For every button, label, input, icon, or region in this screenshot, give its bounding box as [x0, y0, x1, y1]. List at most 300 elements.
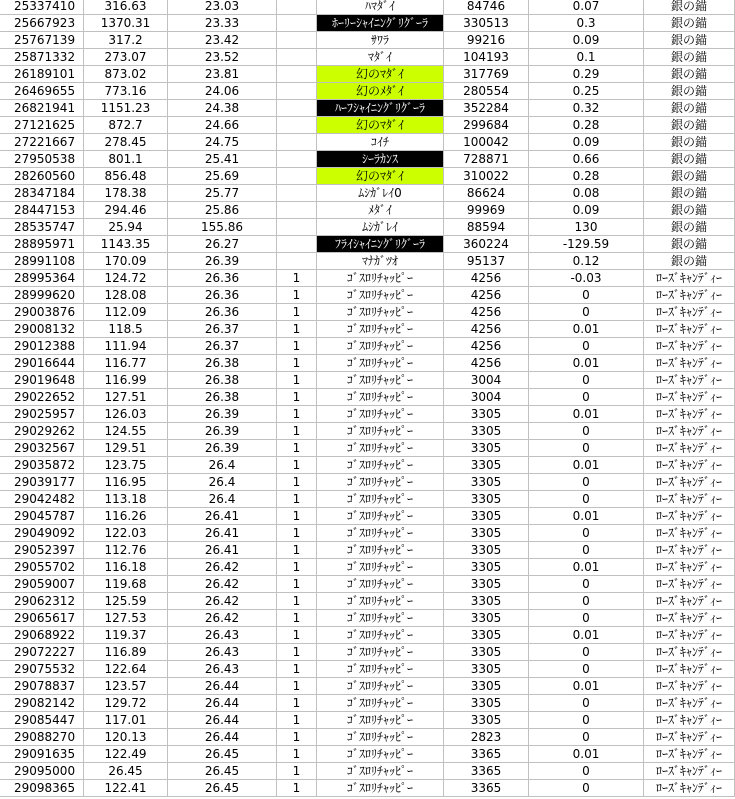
- count-cell[interactable]: 1: [277, 457, 317, 474]
- price-cell[interactable]: 299684: [444, 117, 529, 134]
- id-cell[interactable]: 29068922: [0, 627, 84, 644]
- ratio-cell[interactable]: 0.01: [529, 321, 644, 338]
- price-cell[interactable]: 3305: [444, 661, 529, 678]
- value-b-cell[interactable]: 26.36: [168, 304, 277, 321]
- id-cell[interactable]: 29049092: [0, 525, 84, 542]
- value-a-cell[interactable]: 123.75: [84, 457, 168, 474]
- ratio-cell[interactable]: 0: [529, 474, 644, 491]
- price-cell[interactable]: 104193: [444, 49, 529, 66]
- item-name-cell[interactable]: ｺﾞｽﾛﾘﾁｬｯﾋﾟｰ: [317, 406, 444, 423]
- count-cell[interactable]: 1: [277, 746, 317, 763]
- price-cell[interactable]: 280554: [444, 83, 529, 100]
- item-name-cell[interactable]: ﾊｰﾌｼｬｲﾆﾝｸﾞﾘｸﾞｰﾗ: [317, 100, 444, 117]
- item-name-cell[interactable]: 幻のﾒﾀﾞｲ: [317, 83, 444, 100]
- value-b-cell[interactable]: 26.38: [168, 389, 277, 406]
- category-cell[interactable]: ﾛｰｽﾞｷｬﾝﾃﾞｨｰ: [644, 712, 735, 729]
- price-cell[interactable]: 3004: [444, 372, 529, 389]
- price-cell[interactable]: 3305: [444, 508, 529, 525]
- price-cell[interactable]: 3305: [444, 576, 529, 593]
- value-a-cell[interactable]: 122.64: [84, 661, 168, 678]
- item-name-cell[interactable]: 幻のﾏﾀﾞｲ: [317, 66, 444, 83]
- count-cell[interactable]: 1: [277, 712, 317, 729]
- category-cell[interactable]: 銀の錨: [644, 202, 735, 219]
- value-a-cell[interactable]: 1143.35: [84, 236, 168, 253]
- category-cell[interactable]: 銀の錨: [644, 100, 735, 117]
- category-cell[interactable]: ﾛｰｽﾞｷｬﾝﾃﾞｨｰ: [644, 440, 735, 457]
- category-cell[interactable]: ﾛｰｽﾞｷｬﾝﾃﾞｨｰ: [644, 627, 735, 644]
- category-cell[interactable]: ﾛｰｽﾞｷｬﾝﾃﾞｨｰ: [644, 576, 735, 593]
- value-a-cell[interactable]: 126.03: [84, 406, 168, 423]
- id-cell[interactable]: 26189101: [0, 66, 84, 83]
- id-cell[interactable]: 29019648: [0, 372, 84, 389]
- item-name-cell[interactable]: ｺﾞｽﾛﾘﾁｬｯﾋﾟｰ: [317, 610, 444, 627]
- category-cell[interactable]: ﾛｰｽﾞｷｬﾝﾃﾞｨｰ: [644, 559, 735, 576]
- id-cell[interactable]: 28895971: [0, 236, 84, 253]
- category-cell[interactable]: ﾛｰｽﾞｷｬﾝﾃﾞｨｰ: [644, 338, 735, 355]
- category-cell[interactable]: ﾛｰｽﾞｷｬﾝﾃﾞｨｰ: [644, 780, 735, 797]
- category-cell[interactable]: ﾛｰｽﾞｷｬﾝﾃﾞｨｰ: [644, 270, 735, 287]
- value-a-cell[interactable]: 170.09: [84, 253, 168, 270]
- price-cell[interactable]: 86624: [444, 185, 529, 202]
- value-b-cell[interactable]: 26.41: [168, 542, 277, 559]
- value-a-cell[interactable]: 113.18: [84, 491, 168, 508]
- id-cell[interactable]: 28447153: [0, 202, 84, 219]
- price-cell[interactable]: 3305: [444, 474, 529, 491]
- ratio-cell[interactable]: 0: [529, 372, 644, 389]
- category-cell[interactable]: ﾛｰｽﾞｷｬﾝﾃﾞｨｰ: [644, 474, 735, 491]
- category-cell[interactable]: 銀の錨: [644, 49, 735, 66]
- value-a-cell[interactable]: 117.01: [84, 712, 168, 729]
- value-b-cell[interactable]: 26.43: [168, 661, 277, 678]
- ratio-cell[interactable]: 0.01: [529, 508, 644, 525]
- value-b-cell[interactable]: 26.42: [168, 610, 277, 627]
- count-cell[interactable]: 1: [277, 559, 317, 576]
- id-cell[interactable]: 29075532: [0, 661, 84, 678]
- id-cell[interactable]: 25667923: [0, 15, 84, 32]
- category-cell[interactable]: ﾛｰｽﾞｷｬﾝﾃﾞｨｰ: [644, 746, 735, 763]
- value-b-cell[interactable]: 26.45: [168, 746, 277, 763]
- category-cell[interactable]: 銀の錨: [644, 168, 735, 185]
- category-cell[interactable]: 銀の錨: [644, 32, 735, 49]
- count-cell[interactable]: 1: [277, 678, 317, 695]
- value-a-cell[interactable]: 873.02: [84, 66, 168, 83]
- id-cell[interactable]: 28991108: [0, 253, 84, 270]
- category-cell[interactable]: ﾛｰｽﾞｷｬﾝﾃﾞｨｰ: [644, 508, 735, 525]
- value-a-cell[interactable]: 122.03: [84, 525, 168, 542]
- ratio-cell[interactable]: 0: [529, 525, 644, 542]
- value-b-cell[interactable]: 26.4: [168, 457, 277, 474]
- price-cell[interactable]: 3305: [444, 695, 529, 712]
- count-cell[interactable]: 1: [277, 525, 317, 542]
- item-name-cell[interactable]: ｺﾞｽﾛﾘﾁｬｯﾋﾟｰ: [317, 355, 444, 372]
- price-cell[interactable]: 99969: [444, 202, 529, 219]
- value-b-cell[interactable]: 24.66: [168, 117, 277, 134]
- item-name-cell[interactable]: ｺﾞｽﾛﾘﾁｬｯﾋﾟｰ: [317, 559, 444, 576]
- item-name-cell[interactable]: ｺﾞｽﾛﾘﾁｬｯﾋﾟｰ: [317, 712, 444, 729]
- price-cell[interactable]: 3365: [444, 763, 529, 780]
- category-cell[interactable]: ﾛｰｽﾞｷｬﾝﾃﾞｨｰ: [644, 695, 735, 712]
- category-cell[interactable]: ﾛｰｽﾞｷｬﾝﾃﾞｨｰ: [644, 525, 735, 542]
- count-cell[interactable]: [277, 32, 317, 49]
- count-cell[interactable]: 1: [277, 270, 317, 287]
- count-cell[interactable]: 1: [277, 780, 317, 797]
- price-cell[interactable]: 3305: [444, 627, 529, 644]
- item-name-cell[interactable]: ｺﾞｽﾛﾘﾁｬｯﾋﾟｰ: [317, 542, 444, 559]
- category-cell[interactable]: 銀の錨: [644, 117, 735, 134]
- ratio-cell[interactable]: 0.3: [529, 15, 644, 32]
- price-cell[interactable]: 3305: [444, 406, 529, 423]
- price-cell[interactable]: 3305: [444, 712, 529, 729]
- ratio-cell[interactable]: 0.01: [529, 746, 644, 763]
- value-a-cell[interactable]: 112.76: [84, 542, 168, 559]
- value-a-cell[interactable]: 1370.31: [84, 15, 168, 32]
- ratio-cell[interactable]: 0: [529, 491, 644, 508]
- value-a-cell[interactable]: 278.45: [84, 134, 168, 151]
- value-b-cell[interactable]: 155.86: [168, 219, 277, 236]
- value-b-cell[interactable]: 23.52: [168, 49, 277, 66]
- ratio-cell[interactable]: 0: [529, 304, 644, 321]
- count-cell[interactable]: [277, 117, 317, 134]
- id-cell[interactable]: 29039177: [0, 474, 84, 491]
- id-cell[interactable]: 29078837: [0, 678, 84, 695]
- item-name-cell[interactable]: ｺﾞｽﾛﾘﾁｬｯﾋﾟｰ: [317, 627, 444, 644]
- item-name-cell[interactable]: ｺﾞｽﾛﾘﾁｬｯﾋﾟｰ: [317, 440, 444, 457]
- category-cell[interactable]: ﾛｰｽﾞｷｬﾝﾃﾞｨｰ: [644, 321, 735, 338]
- ratio-cell[interactable]: 0.1: [529, 49, 644, 66]
- value-b-cell[interactable]: 26.44: [168, 729, 277, 746]
- price-cell[interactable]: 728871: [444, 151, 529, 168]
- item-name-cell[interactable]: ﾊﾏﾀﾞｲ: [317, 0, 444, 15]
- category-cell[interactable]: ﾛｰｽﾞｷｬﾝﾃﾞｨｰ: [644, 304, 735, 321]
- value-a-cell[interactable]: 122.49: [84, 746, 168, 763]
- value-a-cell[interactable]: 116.89: [84, 644, 168, 661]
- ratio-cell[interactable]: 0.01: [529, 627, 644, 644]
- price-cell[interactable]: 3305: [444, 610, 529, 627]
- id-cell[interactable]: 29055702: [0, 559, 84, 576]
- id-cell[interactable]: 27121625: [0, 117, 84, 134]
- ratio-cell[interactable]: 0.66: [529, 151, 644, 168]
- value-b-cell[interactable]: 26.36: [168, 270, 277, 287]
- item-name-cell[interactable]: ｺﾞｽﾛﾘﾁｬｯﾋﾟｰ: [317, 695, 444, 712]
- id-cell[interactable]: 28347184: [0, 185, 84, 202]
- count-cell[interactable]: [277, 219, 317, 236]
- category-cell[interactable]: 銀の錨: [644, 134, 735, 151]
- price-cell[interactable]: 3365: [444, 780, 529, 797]
- value-b-cell[interactable]: 26.42: [168, 593, 277, 610]
- item-name-cell[interactable]: ﾌﾗｲｼｬｲﾆﾝｸﾞﾘｸﾞｰﾗ: [317, 236, 444, 253]
- value-b-cell[interactable]: 26.39: [168, 406, 277, 423]
- item-name-cell[interactable]: 幻のﾏﾀﾞｲ: [317, 168, 444, 185]
- category-cell[interactable]: 銀の錨: [644, 66, 735, 83]
- id-cell[interactable]: 29095000: [0, 763, 84, 780]
- id-cell[interactable]: 29025957: [0, 406, 84, 423]
- value-b-cell[interactable]: 25.41: [168, 151, 277, 168]
- count-cell[interactable]: 1: [277, 627, 317, 644]
- item-name-cell[interactable]: ｺﾞｽﾛﾘﾁｬｯﾋﾟｰ: [317, 423, 444, 440]
- item-name-cell[interactable]: ｺﾞｽﾛﾘﾁｬｯﾋﾟｰ: [317, 661, 444, 678]
- count-cell[interactable]: 1: [277, 338, 317, 355]
- id-cell[interactable]: 29042482: [0, 491, 84, 508]
- item-name-cell[interactable]: ｻﾜﾗ: [317, 32, 444, 49]
- id-cell[interactable]: 29072227: [0, 644, 84, 661]
- id-cell[interactable]: 29016644: [0, 355, 84, 372]
- count-cell[interactable]: 1: [277, 372, 317, 389]
- value-b-cell[interactable]: 26.37: [168, 321, 277, 338]
- price-cell[interactable]: 3305: [444, 491, 529, 508]
- item-name-cell[interactable]: ｺﾞｽﾛﾘﾁｬｯﾋﾟｰ: [317, 780, 444, 797]
- id-cell[interactable]: 29052397: [0, 542, 84, 559]
- price-cell[interactable]: 352284: [444, 100, 529, 117]
- price-cell[interactable]: 88594: [444, 219, 529, 236]
- price-cell[interactable]: 3004: [444, 389, 529, 406]
- ratio-cell[interactable]: 0: [529, 287, 644, 304]
- count-cell[interactable]: [277, 185, 317, 202]
- price-cell[interactable]: 84746: [444, 0, 529, 15]
- value-b-cell[interactable]: 26.27: [168, 236, 277, 253]
- ratio-cell[interactable]: 0: [529, 712, 644, 729]
- value-b-cell[interactable]: 26.39: [168, 253, 277, 270]
- category-cell[interactable]: ﾛｰｽﾞｷｬﾝﾃﾞｨｰ: [644, 610, 735, 627]
- price-cell[interactable]: 3305: [444, 644, 529, 661]
- value-a-cell[interactable]: 127.51: [84, 389, 168, 406]
- value-a-cell[interactable]: 856.48: [84, 168, 168, 185]
- ratio-cell[interactable]: 0.01: [529, 406, 644, 423]
- count-cell[interactable]: [277, 236, 317, 253]
- value-a-cell[interactable]: 801.1: [84, 151, 168, 168]
- ratio-cell[interactable]: 0: [529, 440, 644, 457]
- id-cell[interactable]: 29085447: [0, 712, 84, 729]
- item-name-cell[interactable]: ｺﾞｽﾛﾘﾁｬｯﾋﾟｰ: [317, 593, 444, 610]
- ratio-cell[interactable]: 0: [529, 610, 644, 627]
- count-cell[interactable]: 1: [277, 695, 317, 712]
- value-b-cell[interactable]: 26.44: [168, 678, 277, 695]
- category-cell[interactable]: 銀の錨: [644, 15, 735, 32]
- value-a-cell[interactable]: 112.09: [84, 304, 168, 321]
- value-b-cell[interactable]: 26.45: [168, 763, 277, 780]
- value-b-cell[interactable]: 26.37: [168, 338, 277, 355]
- value-a-cell[interactable]: 116.77: [84, 355, 168, 372]
- ratio-cell[interactable]: 0.28: [529, 168, 644, 185]
- value-a-cell[interactable]: 125.59: [84, 593, 168, 610]
- value-a-cell[interactable]: 111.94: [84, 338, 168, 355]
- price-cell[interactable]: 3305: [444, 423, 529, 440]
- value-a-cell[interactable]: 120.13: [84, 729, 168, 746]
- category-cell[interactable]: 銀の錨: [644, 0, 735, 15]
- category-cell[interactable]: ﾛｰｽﾞｷｬﾝﾃﾞｨｰ: [644, 389, 735, 406]
- value-b-cell[interactable]: 25.77: [168, 185, 277, 202]
- id-cell[interactable]: 29098365: [0, 780, 84, 797]
- id-cell[interactable]: 29062312: [0, 593, 84, 610]
- value-b-cell[interactable]: 26.4: [168, 474, 277, 491]
- category-cell[interactable]: ﾛｰｽﾞｷｬﾝﾃﾞｨｰ: [644, 355, 735, 372]
- ratio-cell[interactable]: 0.01: [529, 457, 644, 474]
- id-cell[interactable]: 29035872: [0, 457, 84, 474]
- value-b-cell[interactable]: 26.39: [168, 423, 277, 440]
- count-cell[interactable]: 1: [277, 661, 317, 678]
- item-name-cell[interactable]: ｺﾞｽﾛﾘﾁｬｯﾋﾟｰ: [317, 457, 444, 474]
- value-a-cell[interactable]: 116.99: [84, 372, 168, 389]
- ratio-cell[interactable]: 0.08: [529, 185, 644, 202]
- id-cell[interactable]: 28260560: [0, 168, 84, 185]
- value-b-cell[interactable]: 26.43: [168, 644, 277, 661]
- value-a-cell[interactable]: 129.72: [84, 695, 168, 712]
- value-b-cell[interactable]: 26.41: [168, 525, 277, 542]
- category-cell[interactable]: ﾛｰｽﾞｷｬﾝﾃﾞｨｰ: [644, 661, 735, 678]
- item-name-cell[interactable]: ﾎｰﾘｰｼｬｲﾆﾝｸﾞﾘｸﾞｰﾗ: [317, 15, 444, 32]
- ratio-cell[interactable]: 130: [529, 219, 644, 236]
- id-cell[interactable]: 29065617: [0, 610, 84, 627]
- value-a-cell[interactable]: 25.94: [84, 219, 168, 236]
- value-a-cell[interactable]: 116.95: [84, 474, 168, 491]
- ratio-cell[interactable]: 0.09: [529, 32, 644, 49]
- ratio-cell[interactable]: 0: [529, 644, 644, 661]
- item-name-cell[interactable]: ﾑｼｶﾞﾚｲ: [317, 219, 444, 236]
- ratio-cell[interactable]: 0: [529, 576, 644, 593]
- price-cell[interactable]: 3305: [444, 542, 529, 559]
- item-name-cell[interactable]: ｺﾞｽﾛﾘﾁｬｯﾋﾟｰ: [317, 525, 444, 542]
- count-cell[interactable]: 1: [277, 406, 317, 423]
- value-a-cell[interactable]: 773.16: [84, 83, 168, 100]
- count-cell[interactable]: 1: [277, 491, 317, 508]
- ratio-cell[interactable]: 0: [529, 593, 644, 610]
- ratio-cell[interactable]: 0.25: [529, 83, 644, 100]
- ratio-cell[interactable]: 0.32: [529, 100, 644, 117]
- value-b-cell[interactable]: 26.36: [168, 287, 277, 304]
- id-cell[interactable]: 28999620: [0, 287, 84, 304]
- count-cell[interactable]: 1: [277, 593, 317, 610]
- category-cell[interactable]: ﾛｰｽﾞｷｬﾝﾃﾞｨｰ: [644, 729, 735, 746]
- count-cell[interactable]: 1: [277, 321, 317, 338]
- price-cell[interactable]: 330513: [444, 15, 529, 32]
- value-a-cell[interactable]: 294.46: [84, 202, 168, 219]
- value-b-cell[interactable]: 26.43: [168, 627, 277, 644]
- ratio-cell[interactable]: 0: [529, 695, 644, 712]
- price-cell[interactable]: 4256: [444, 355, 529, 372]
- price-cell[interactable]: 360224: [444, 236, 529, 253]
- id-cell[interactable]: 29059007: [0, 576, 84, 593]
- value-b-cell[interactable]: 23.42: [168, 32, 277, 49]
- count-cell[interactable]: [277, 0, 317, 15]
- value-a-cell[interactable]: 116.26: [84, 508, 168, 525]
- value-a-cell[interactable]: 119.37: [84, 627, 168, 644]
- price-cell[interactable]: 4256: [444, 270, 529, 287]
- count-cell[interactable]: [277, 151, 317, 168]
- ratio-cell[interactable]: 0.01: [529, 678, 644, 695]
- item-name-cell[interactable]: ｺﾞｽﾛﾘﾁｬｯﾋﾟｰ: [317, 270, 444, 287]
- price-cell[interactable]: 100042: [444, 134, 529, 151]
- ratio-cell[interactable]: 0.09: [529, 202, 644, 219]
- count-cell[interactable]: 1: [277, 508, 317, 525]
- count-cell[interactable]: [277, 83, 317, 100]
- value-b-cell[interactable]: 23.81: [168, 66, 277, 83]
- id-cell[interactable]: 29088270: [0, 729, 84, 746]
- count-cell[interactable]: [277, 100, 317, 117]
- id-cell[interactable]: 28995364: [0, 270, 84, 287]
- count-cell[interactable]: 1: [277, 474, 317, 491]
- item-name-cell[interactable]: ｺﾞｽﾛﾘﾁｬｯﾋﾟｰ: [317, 729, 444, 746]
- item-name-cell[interactable]: ｺﾞｽﾛﾘﾁｬｯﾋﾟｰ: [317, 372, 444, 389]
- count-cell[interactable]: 1: [277, 287, 317, 304]
- value-b-cell[interactable]: 26.38: [168, 355, 277, 372]
- ratio-cell[interactable]: 0: [529, 780, 644, 797]
- price-cell[interactable]: 3305: [444, 593, 529, 610]
- item-name-cell[interactable]: ｺﾞｽﾛﾘﾁｬｯﾋﾟｰ: [317, 508, 444, 525]
- value-a-cell[interactable]: 127.53: [84, 610, 168, 627]
- item-name-cell[interactable]: ﾏﾅｶﾞﾂｵ: [317, 253, 444, 270]
- count-cell[interactable]: 1: [277, 423, 317, 440]
- value-a-cell[interactable]: 123.57: [84, 678, 168, 695]
- id-cell[interactable]: 25337410: [0, 0, 84, 15]
- item-name-cell[interactable]: ｺﾞｽﾛﾘﾁｬｯﾋﾟｰ: [317, 644, 444, 661]
- value-b-cell[interactable]: 24.38: [168, 100, 277, 117]
- item-name-cell[interactable]: ｺｲﾁ: [317, 134, 444, 151]
- category-cell[interactable]: 銀の錨: [644, 185, 735, 202]
- id-cell[interactable]: 29029262: [0, 423, 84, 440]
- value-b-cell[interactable]: 24.06: [168, 83, 277, 100]
- item-name-cell[interactable]: 幻のﾏﾀﾞｲ: [317, 117, 444, 134]
- price-cell[interactable]: 4256: [444, 338, 529, 355]
- id-cell[interactable]: 29008132: [0, 321, 84, 338]
- price-cell[interactable]: 4256: [444, 321, 529, 338]
- value-a-cell[interactable]: 1151.23: [84, 100, 168, 117]
- item-name-cell[interactable]: ｺﾞｽﾛﾘﾁｬｯﾋﾟｰ: [317, 746, 444, 763]
- id-cell[interactable]: 27950538: [0, 151, 84, 168]
- count-cell[interactable]: 1: [277, 576, 317, 593]
- item-name-cell[interactable]: ﾏﾀﾞｲ: [317, 49, 444, 66]
- item-name-cell[interactable]: ｺﾞｽﾛﾘﾁｬｯﾋﾟｰ: [317, 287, 444, 304]
- id-cell[interactable]: 27221667: [0, 134, 84, 151]
- price-cell[interactable]: 3305: [444, 457, 529, 474]
- id-cell[interactable]: 29022652: [0, 389, 84, 406]
- count-cell[interactable]: [277, 49, 317, 66]
- id-cell[interactable]: 29082142: [0, 695, 84, 712]
- id-cell[interactable]: 28535747: [0, 219, 84, 236]
- count-cell[interactable]: [277, 253, 317, 270]
- value-b-cell[interactable]: 24.75: [168, 134, 277, 151]
- ratio-cell[interactable]: 0.09: [529, 134, 644, 151]
- count-cell[interactable]: [277, 168, 317, 185]
- value-a-cell[interactable]: 124.72: [84, 270, 168, 287]
- value-b-cell[interactable]: 23.33: [168, 15, 277, 32]
- value-a-cell[interactable]: 119.68: [84, 576, 168, 593]
- category-cell[interactable]: ﾛｰｽﾞｷｬﾝﾃﾞｨｰ: [644, 491, 735, 508]
- value-a-cell[interactable]: 872.7: [84, 117, 168, 134]
- item-name-cell[interactable]: ｺﾞｽﾛﾘﾁｬｯﾋﾟｰ: [317, 678, 444, 695]
- id-cell[interactable]: 29012388: [0, 338, 84, 355]
- count-cell[interactable]: 1: [277, 389, 317, 406]
- value-b-cell[interactable]: 26.42: [168, 576, 277, 593]
- ratio-cell[interactable]: 0: [529, 542, 644, 559]
- count-cell[interactable]: 1: [277, 729, 317, 746]
- category-cell[interactable]: ﾛｰｽﾞｷｬﾝﾃﾞｨｰ: [644, 542, 735, 559]
- value-a-cell[interactable]: 317.2: [84, 32, 168, 49]
- value-b-cell[interactable]: 26.44: [168, 712, 277, 729]
- count-cell[interactable]: [277, 66, 317, 83]
- value-a-cell[interactable]: 178.38: [84, 185, 168, 202]
- ratio-cell[interactable]: 0.28: [529, 117, 644, 134]
- category-cell[interactable]: ﾛｰｽﾞｷｬﾝﾃﾞｨｰ: [644, 593, 735, 610]
- id-cell[interactable]: 26469655: [0, 83, 84, 100]
- category-cell[interactable]: ﾛｰｽﾞｷｬﾝﾃﾞｨｰ: [644, 457, 735, 474]
- item-name-cell[interactable]: ｺﾞｽﾛﾘﾁｬｯﾋﾟｰ: [317, 491, 444, 508]
- value-b-cell[interactable]: 26.41: [168, 508, 277, 525]
- value-b-cell[interactable]: 26.45: [168, 780, 277, 797]
- id-cell[interactable]: 29045787: [0, 508, 84, 525]
- ratio-cell[interactable]: -0.03: [529, 270, 644, 287]
- count-cell[interactable]: [277, 202, 317, 219]
- ratio-cell[interactable]: 0.01: [529, 355, 644, 372]
- item-name-cell[interactable]: ｼｰﾗｶﾝｽ: [317, 151, 444, 168]
